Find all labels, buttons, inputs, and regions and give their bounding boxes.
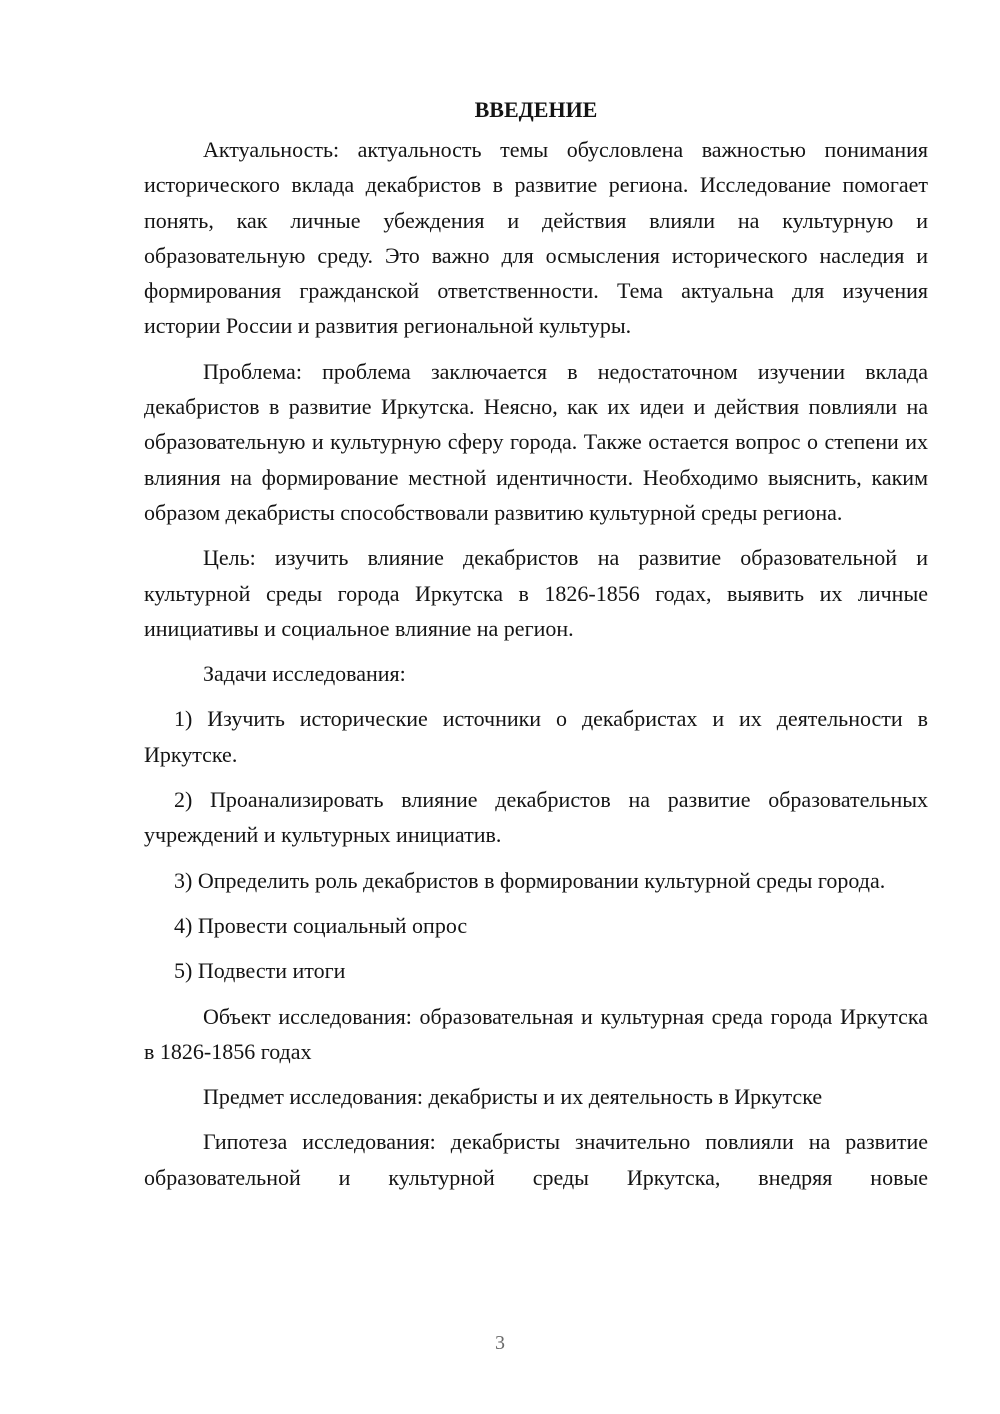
subject-paragraph: Предмет исследования: декабристы и их деятельность в Иркутске bbox=[203, 1084, 823, 1110]
task-item-4: 4) Провести социальный опрос bbox=[174, 912, 468, 938]
problem-paragraph: Проблема: проблема заключается в недостаточном изучении вклада декабристов в развитие Иркутска. Неясно, как их идеи и действия повлияли на образовательную и культурную сферу города. Также остается вопрос о степени их влияния на формирование местной идентичности. Необходимо выяснить, каким образом декабристы способствовали развитию культурной среды региона. bbox=[144, 358, 928, 525]
page-number: 3 bbox=[495, 1332, 505, 1354]
hypothesis-paragraph: Гипотеза исследования: декабристы значительно повлияли на развитие образовательной и культурной среды Иркутска, внедряя новые bbox=[144, 1129, 928, 1190]
document-title: ВВЕДЕНИЕ bbox=[474, 97, 598, 122]
task-item-5: 5) Подвести итоги bbox=[174, 958, 346, 984]
tasks-heading: Задачи исследования: bbox=[203, 661, 406, 687]
task-item-3: 3) Определить роль декабристов в формировании культурной среды города. bbox=[174, 867, 886, 893]
goal-paragraph: Цель: изучить влияние декабристов на развитие образовательной и культурной среды города Иркутска в 1826-1856 годах, выявить их личные инициативы и социальное влияние на регион. bbox=[144, 545, 928, 641]
document-page bbox=[144, 92, 928, 1205]
relevance-paragraph: Актуальность: актуальность темы обусловлена важностью понимания исторического вклада декабристов в развитие региона. Исследование помогает понять, как личные убеждения и действия влияли на культурную и образовательную среду. Это важно для осмысления исторического наследия и формирования гражданской ответственности. Тема актуальна для изучения истории России и развития региональной культуры. bbox=[144, 137, 928, 339]
task-item-2: 2) Проанализировать влияние декабристов на развитие образовательных учреждений и культурных инициатив. bbox=[144, 787, 928, 848]
task-item-1: 1) Изучить исторические источники о декабристах и их деятельности в Иркутске. bbox=[144, 706, 928, 767]
object-paragraph: Объект исследования: образовательная и культурная среда города Иркутска в 1826-1856 годах bbox=[144, 1003, 928, 1064]
